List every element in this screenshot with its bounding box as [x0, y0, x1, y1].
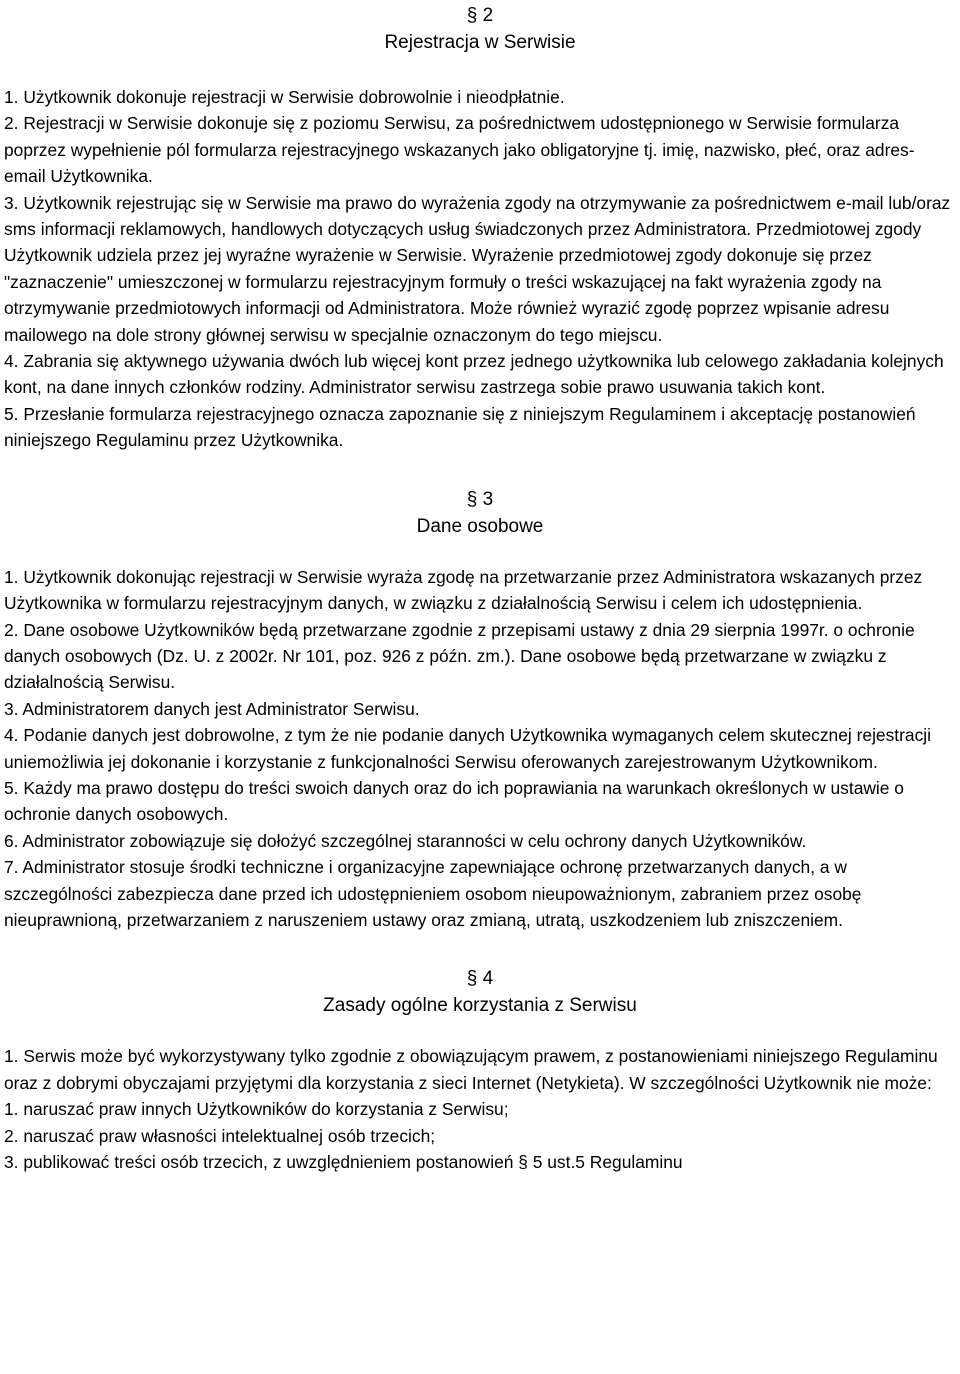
paragraph: 3. Użytkownik rejestrując się w Serwisie ma prawo do wyrażenia zgody na otrzymywanie za pośrednictwem e-mail lub/oraz sms informacji reklamowych, handlowych dotyczących usług świadczonych przez Administratora. Przedmiotowej zgody Użytkownik udziela przez jej wyraźne wyrażenie w Serwisie. Wyrażenie przedmiotowej zgody dokonuje się przez "zaznaczenie" umieszczonej w formularzu rejestracyjnym formuły o treści wskazującej na fakt wyrażenia zgody na otrzymywanie przedmiotowych informacji od Administratora. Może również wyrazić zgodę poprzez wpisanie adresu mailowego na dole strony głównej serwisu w specjalnie oznaczonym do tego miejscu. [4, 192, 951, 345]
section-3-body [4, 564, 956, 934]
paragraph: 2. Dane osobowe Użytkowników będą przetwarzane zgodnie z przepisami ustawy z dnia 29 sierpnia 1997r. o ochronie danych osobowych (Dz. U. z 2002r. Nr 101, poz. 926 z późn. zm.). Dane osobowe będą przetwarzane w związku z działalnością Serwisu. [4, 619, 915, 693]
paragraph: 5. Każdy ma prawo dostępu do treści swoich danych oraz do ich poprawiania na warunkach określonych w ustawie o ochronie danych osobowych. [4, 777, 904, 825]
paragraph: 7. Administrator stosuje środki techniczne i organizacyjne zapewniające ochronę przetwarzanych danych, a w szczególności zabezpiecza dane przed ich udostępnieniem osobom nieupoważnionym, zabraniem przez osobę nieuprawnioną, przetwarzaniem z naruszeniem ustawy oraz zmianą, utratą, uszkodzeniem lub zniszczeniem. [4, 857, 862, 930]
paragraph: 6. Administrator zobowiązuje się dołożyć szczególnej staranności w celu ochrony danych Użytkowników. [4, 830, 807, 851]
list-item: 3. publikować treści osób trzecich, z uwzględnieniem postanowień § 5 ust.5 Regulaminu [4, 1152, 683, 1172]
section-number: § 4 [466, 968, 494, 990]
section-title: Zasady ogólne korzystania z Serwisu [323, 995, 637, 1017]
paragraph: 4. Zabrania się aktywnego używania dwóch lub więcej kont przez jednego użytkownika lub celowego zakładania kolejnych kont, na dane innych członków rodziny. Administrator serwisu zastrzega sobie prawo usuwania takich kont. [4, 351, 944, 398]
paragraph: 3. Administratorem danych jest Administrator Serwisu. [4, 698, 420, 719]
section-title: Rejestracja w Serwisie [384, 32, 576, 53]
list-item: 2. naruszać praw własności intelektualnej osób trzecich; [4, 1125, 436, 1146]
section-number: § 2 [466, 5, 494, 26]
paragraph: 1. Użytkownik dokonując rejestracji w Serwisie wyraża zgodę na przetwarzanie przez Administratora wskazanych przez Użytkownika w formularzu rejestracyjnym danych, w związku z działalnością Serwisu i celem ich udostępnienia. [4, 566, 923, 614]
section-number: § 3 [466, 488, 494, 510]
paragraph: 2. Rejestracji w Serwisie dokonuje się z poziomu Serwisu, za pośrednictwem udostępnionego w Serwisie formularza poprzez wypełnienie pól formularza rejestracyjnego wskazanych jako obligatoryjne tj. imię, nazwisko, płeć, oraz adres-email Użytkownika. [4, 113, 915, 187]
document-page [4, 0, 956, 1175]
paragraph: 1. Użytkownik dokonuje rejestracji w Serwisie dobrowolnie i nieodpłatnie. [4, 87, 565, 107]
paragraph: 1. Serwis może być wykorzystywany tylko zgodnie z obowiązującym prawem, z postanowieniami niniejszego Regulaminu oraz z dobrymi obyczajami przyjętymi dla korzystania z sieci Internet (Netykieta). W szczególności Użytkownik nie może: [4, 1046, 938, 1093]
paragraph: 5. Przesłanie formularza rejestracyjnego oznacza zapoznanie się z niniejszym Regulaminem i akceptację postanowień niniejszego Regulaminu przez Użytkownika. [4, 403, 916, 451]
section-3-heading [4, 486, 956, 540]
section-4-heading [4, 965, 956, 1019]
section-2-body [4, 84, 956, 454]
section-title: Dane osobowe [416, 515, 544, 537]
paragraph: 4. Podanie danych jest dobrowolne, z tym że nie podanie danych Użytkownika wymaganych celem skutecznej rejestracji uniemożliwia jej dokonanie i korzystanie z funkcjonalności Serwisu oferowanych zarejestrowanym Użytkownikom. [4, 725, 932, 772]
section-4-body [4, 1043, 956, 1175]
list-item: 1. naruszać praw innych Użytkowników do korzystania z Serwisu; [4, 1099, 509, 1120]
section-2-heading [4, 2, 956, 56]
